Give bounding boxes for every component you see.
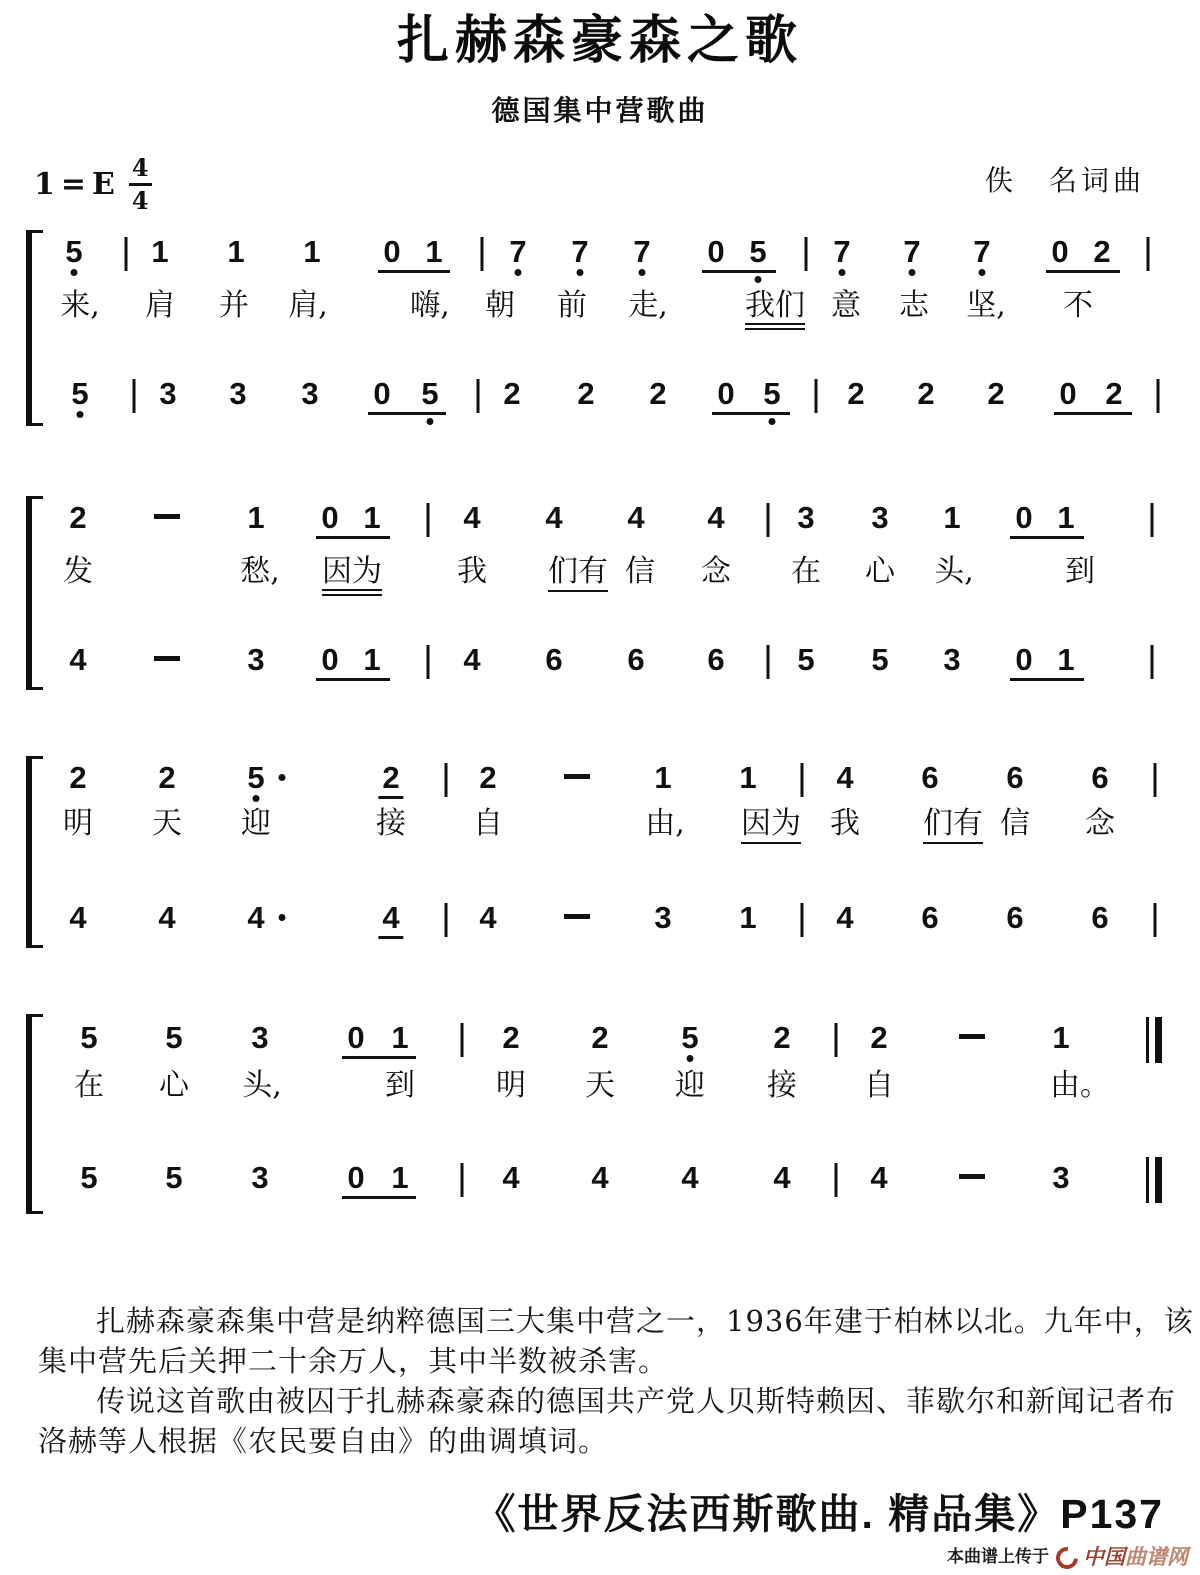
note-number: 2 xyxy=(378,762,403,799)
lyric-syllable: 信 xyxy=(625,554,655,589)
note-number: 3 xyxy=(251,1020,269,1055)
half-note-dash xyxy=(959,1034,985,1039)
note-number: 5 xyxy=(749,234,767,269)
note-number: 0 xyxy=(347,1020,365,1055)
note-number: 5 xyxy=(165,1160,183,1195)
note-number: 4 xyxy=(591,1160,609,1195)
note-number: 2 xyxy=(591,1020,609,1055)
lyric-syllable: 由。 xyxy=(1050,1068,1110,1103)
key-signature xyxy=(34,153,152,215)
barline xyxy=(805,237,808,271)
commentary-line-1: 扎赫森豪森集中营是纳粹德国三大集中营之一，1936年建于柏林以北。九年中，该 xyxy=(96,1304,1194,1338)
note-number: 6 xyxy=(1006,900,1024,935)
note-number: 6 xyxy=(627,642,645,677)
note-number: 7 xyxy=(833,234,851,269)
time-numerator: 4 xyxy=(129,156,152,186)
low-octave-dot xyxy=(755,276,762,283)
composer-credit: 佚 名词曲 xyxy=(984,164,1145,197)
low-octave-dot xyxy=(77,411,84,418)
watermark-prefix: 本曲谱上传于 xyxy=(947,1547,1049,1567)
note-number: 3 xyxy=(247,642,265,677)
note-number: 3 xyxy=(159,376,177,411)
barline xyxy=(445,903,448,937)
lyric-syllable: 我 xyxy=(457,554,487,589)
lyric-syllable: 到 xyxy=(385,1068,415,1103)
note-number: 1 xyxy=(739,900,757,935)
qupu-site-logo-icon xyxy=(1052,1542,1083,1573)
note-number: 3 xyxy=(871,500,889,535)
note-number: 5 xyxy=(71,376,89,411)
low-octave-dot xyxy=(515,269,522,276)
note-number: 3 xyxy=(797,500,815,535)
lyric-syllable: 们有 xyxy=(548,556,608,592)
barline xyxy=(1151,645,1154,679)
note-number: 1 xyxy=(739,760,757,795)
key-letter: E xyxy=(92,166,115,202)
eighth-note-beam xyxy=(342,1196,416,1199)
eighth-note-beam xyxy=(1010,536,1084,539)
note-number: 4 xyxy=(158,900,176,935)
note-number: 0 xyxy=(321,500,339,535)
lyric-syllable: 坚, xyxy=(966,288,1006,323)
eighth-note-beam xyxy=(368,412,446,415)
note-number: 5 xyxy=(165,1020,183,1055)
lyric-syllable: 们有 xyxy=(923,808,983,844)
lyric-syllable: 心 xyxy=(159,1068,189,1103)
note-number: 6 xyxy=(921,760,939,795)
low-octave-dot xyxy=(839,269,846,276)
note-number: 1 xyxy=(151,234,169,269)
lyric-syllable: 不 xyxy=(1063,288,1093,323)
note-number: 6 xyxy=(1006,760,1024,795)
lyric-syllable: 由, xyxy=(645,806,685,841)
note-number: 5 xyxy=(681,1020,699,1055)
note-number: 5 xyxy=(247,760,265,795)
note-number: 4 xyxy=(836,760,854,795)
low-octave-dot xyxy=(909,269,916,276)
note-number: 5 xyxy=(797,642,815,677)
lyric-syllable: 信 xyxy=(1000,806,1030,841)
lyric-syllable: 我 xyxy=(830,806,860,841)
lyric-syllable: 意 xyxy=(831,288,861,323)
lyric-syllable: 志 xyxy=(899,288,929,323)
lyric-syllable: 到 xyxy=(1065,554,1095,589)
page-subtitle: 德国集中营歌曲 xyxy=(491,95,709,126)
lyric-syllable: 念 xyxy=(1085,806,1115,841)
note-number: 1 xyxy=(227,234,245,269)
site-name-part2: 曲谱网 xyxy=(1125,1546,1188,1569)
note-number: 6 xyxy=(707,642,725,677)
system-bracket xyxy=(26,1014,43,1214)
note-number: 2 xyxy=(847,376,865,411)
lyric-syllable: 朝 xyxy=(485,288,515,323)
note-number: 2 xyxy=(1093,234,1111,269)
lyric-syllable: 念 xyxy=(701,554,731,589)
note-number: 5 xyxy=(80,1160,98,1195)
note-number: 2 xyxy=(773,1020,791,1055)
lyric-syllable: 因为 xyxy=(322,556,382,596)
lyric-syllable: 在 xyxy=(74,1068,104,1103)
note-number: 1 xyxy=(391,1160,409,1195)
key-note: 1 xyxy=(34,166,55,202)
note-number: 5 xyxy=(421,376,439,411)
note-number: 6 xyxy=(921,900,939,935)
note-number: 5 xyxy=(80,1020,98,1055)
half-note-dash xyxy=(154,514,180,519)
note-number: 2 xyxy=(503,376,521,411)
note-number: 3 xyxy=(1052,1160,1070,1195)
note-number: 0 xyxy=(373,376,391,411)
eighth-note-beam xyxy=(316,678,390,681)
lyric-syllable: 我们 xyxy=(745,290,805,330)
barline xyxy=(1157,379,1160,413)
augmentation-dot xyxy=(279,914,286,921)
low-octave-dot xyxy=(769,418,776,425)
note-number: 4 xyxy=(545,500,563,535)
lyric-syllable: 接 xyxy=(767,1068,797,1103)
barline xyxy=(125,237,128,271)
eighth-note-beam xyxy=(712,412,790,415)
note-number: 4 xyxy=(502,1160,520,1195)
note-number: 3 xyxy=(301,376,319,411)
note-number: 3 xyxy=(229,376,247,411)
note-number: 2 xyxy=(917,376,935,411)
low-octave-dot xyxy=(687,1055,694,1062)
note-number: 4 xyxy=(463,642,481,677)
low-octave-dot xyxy=(979,269,986,276)
lyric-syllable: 来, xyxy=(60,288,100,323)
note-number: 1 xyxy=(391,1020,409,1055)
low-octave-dot xyxy=(577,269,584,276)
note-number: 4 xyxy=(479,900,497,935)
note-number: 4 xyxy=(836,900,854,935)
barline xyxy=(461,1023,464,1057)
lyric-syllable: 肩 xyxy=(145,288,175,323)
lyric-syllable: 心 xyxy=(865,554,895,589)
note-number: 4 xyxy=(378,902,403,939)
barline xyxy=(477,379,480,413)
time-signature xyxy=(129,153,152,215)
half-note-dash xyxy=(564,914,590,919)
note-number: 7 xyxy=(973,234,991,269)
note-number: 1 xyxy=(363,642,381,677)
note-number: 3 xyxy=(943,642,961,677)
note-number: 6 xyxy=(1091,900,1109,935)
page-title: 扎赫森豪森之歌 xyxy=(396,12,803,70)
note-number: 1 xyxy=(1057,500,1075,535)
barline xyxy=(427,503,430,537)
lyric-syllable: 在 xyxy=(791,554,821,589)
barline xyxy=(767,503,770,537)
note-number: 7 xyxy=(509,234,527,269)
note-number: 1 xyxy=(1052,1020,1070,1055)
lyric-syllable: 头, xyxy=(934,554,974,589)
lyric-syllable: 迎 xyxy=(675,1068,705,1103)
note-number: 3 xyxy=(251,1160,269,1195)
final-barline xyxy=(1146,1017,1162,1063)
lyric-syllable: 自 xyxy=(473,806,503,841)
commentary-line-4: 洛赫等人根据《农民要自由》的曲调填词。 xyxy=(38,1424,609,1458)
eighth-note-beam xyxy=(316,536,390,539)
note-number: 3 xyxy=(654,900,672,935)
lyric-syllable: 明 xyxy=(496,1068,526,1103)
note-number: 5 xyxy=(763,376,781,411)
note-number: 2 xyxy=(577,376,595,411)
note-number: 4 xyxy=(69,900,87,935)
commentary-line-3: 传说这首歌由被囚于扎赫森豪森的德国共产党人贝斯特赖因、菲歇尔和新闻记者布 xyxy=(96,1384,1177,1418)
note-number: 2 xyxy=(987,376,1005,411)
watermark-site-name xyxy=(1083,1546,1188,1569)
system-bracket xyxy=(26,230,43,426)
note-number: 1 xyxy=(425,234,443,269)
note-number: 0 xyxy=(707,234,725,269)
system-bracket xyxy=(26,756,43,948)
half-note-dash xyxy=(959,1174,985,1179)
barline xyxy=(835,1163,838,1197)
barline xyxy=(1151,503,1154,537)
note-number: 1 xyxy=(943,500,961,535)
barline xyxy=(835,1023,838,1057)
eighth-note-beam xyxy=(342,1056,416,1059)
note-number: 4 xyxy=(707,500,725,535)
note-number: 1 xyxy=(247,500,265,535)
barline xyxy=(133,379,136,413)
eighth-note-beam xyxy=(1054,412,1132,415)
note-number: 4 xyxy=(681,1160,699,1195)
half-note-dash xyxy=(154,656,180,661)
lyric-syllable: 明 xyxy=(63,806,93,841)
low-octave-dot xyxy=(639,269,646,276)
note-number: 2 xyxy=(158,760,176,795)
barline xyxy=(1154,903,1157,937)
note-number: 2 xyxy=(69,760,87,795)
eighth-note-beam xyxy=(1010,678,1084,681)
eighth-note-beam xyxy=(378,270,450,273)
note-number: 4 xyxy=(247,900,265,935)
half-note-dash xyxy=(564,774,590,779)
barline xyxy=(427,645,430,679)
note-number: 4 xyxy=(870,1160,888,1195)
lyric-syllable: 发 xyxy=(63,554,93,589)
note-number: 0 xyxy=(383,234,401,269)
note-number: 0 xyxy=(1059,376,1077,411)
lyric-syllable: 天 xyxy=(585,1068,615,1103)
note-number: 1 xyxy=(1057,642,1075,677)
note-number: 4 xyxy=(69,642,87,677)
final-barline xyxy=(1146,1157,1162,1203)
site-watermark xyxy=(947,1546,1188,1569)
lyric-syllable: 迎 xyxy=(241,806,271,841)
note-number: 6 xyxy=(1091,760,1109,795)
lyric-syllable: 因为 xyxy=(741,808,801,844)
note-number: 2 xyxy=(479,760,497,795)
barline xyxy=(1147,237,1150,271)
note-number: 0 xyxy=(1015,642,1033,677)
eighth-note-beam xyxy=(702,270,776,273)
note-number: 2 xyxy=(502,1020,520,1055)
note-number: 5 xyxy=(871,642,889,677)
barline xyxy=(801,903,804,937)
note-number: 4 xyxy=(773,1160,791,1195)
low-octave-dot xyxy=(427,418,434,425)
note-number: 1 xyxy=(654,760,672,795)
note-number: 2 xyxy=(69,500,87,535)
site-name-part1: 中国 xyxy=(1083,1546,1125,1569)
note-number: 2 xyxy=(870,1020,888,1055)
eighth-note-beam xyxy=(1046,270,1120,273)
note-number: 4 xyxy=(463,500,481,535)
lyric-syllable: 并 xyxy=(219,288,249,323)
barline xyxy=(461,1163,464,1197)
note-number: 1 xyxy=(303,234,321,269)
commentary-line-2: 集中营先后关押二十余万人，其中半数被杀害。 xyxy=(38,1344,669,1378)
lyric-syllable: 天 xyxy=(152,806,182,841)
lyric-syllable: 前 xyxy=(557,288,587,323)
note-number: 5 xyxy=(65,234,83,269)
key-equals: = xyxy=(60,166,87,202)
barline xyxy=(445,763,448,797)
note-number: 0 xyxy=(1051,234,1069,269)
barline xyxy=(1154,763,1157,797)
lyric-syllable: 自 xyxy=(864,1068,894,1103)
note-number: 7 xyxy=(571,234,589,269)
lyric-syllable: 嗨, xyxy=(410,288,450,323)
lyric-syllable: 愁, xyxy=(240,554,280,589)
barline xyxy=(801,763,804,797)
note-number: 4 xyxy=(627,500,645,535)
note-number: 2 xyxy=(649,376,667,411)
note-number: 7 xyxy=(903,234,921,269)
augmentation-dot xyxy=(279,774,286,781)
note-number: 0 xyxy=(717,376,735,411)
lyric-syllable: 走, xyxy=(628,288,668,323)
note-number: 0 xyxy=(347,1160,365,1195)
lyric-syllable: 接 xyxy=(376,806,406,841)
note-number: 0 xyxy=(1015,500,1033,535)
note-number: 0 xyxy=(321,642,339,677)
low-octave-dot xyxy=(71,269,78,276)
time-denominator: 4 xyxy=(131,186,149,215)
low-octave-dot xyxy=(253,795,260,802)
note-number: 7 xyxy=(633,234,651,269)
lyric-syllable: 头, xyxy=(242,1068,282,1103)
barline xyxy=(481,237,484,271)
note-number: 1 xyxy=(363,500,381,535)
lyric-syllable: 肩, xyxy=(288,288,328,323)
note-number: 6 xyxy=(545,642,563,677)
source-citation: 《世界反法西斯歌曲. 精品集》P137 xyxy=(474,1491,1164,1537)
note-number: 2 xyxy=(1105,376,1123,411)
barline xyxy=(767,645,770,679)
system-bracket xyxy=(26,496,43,690)
barline xyxy=(815,379,818,413)
